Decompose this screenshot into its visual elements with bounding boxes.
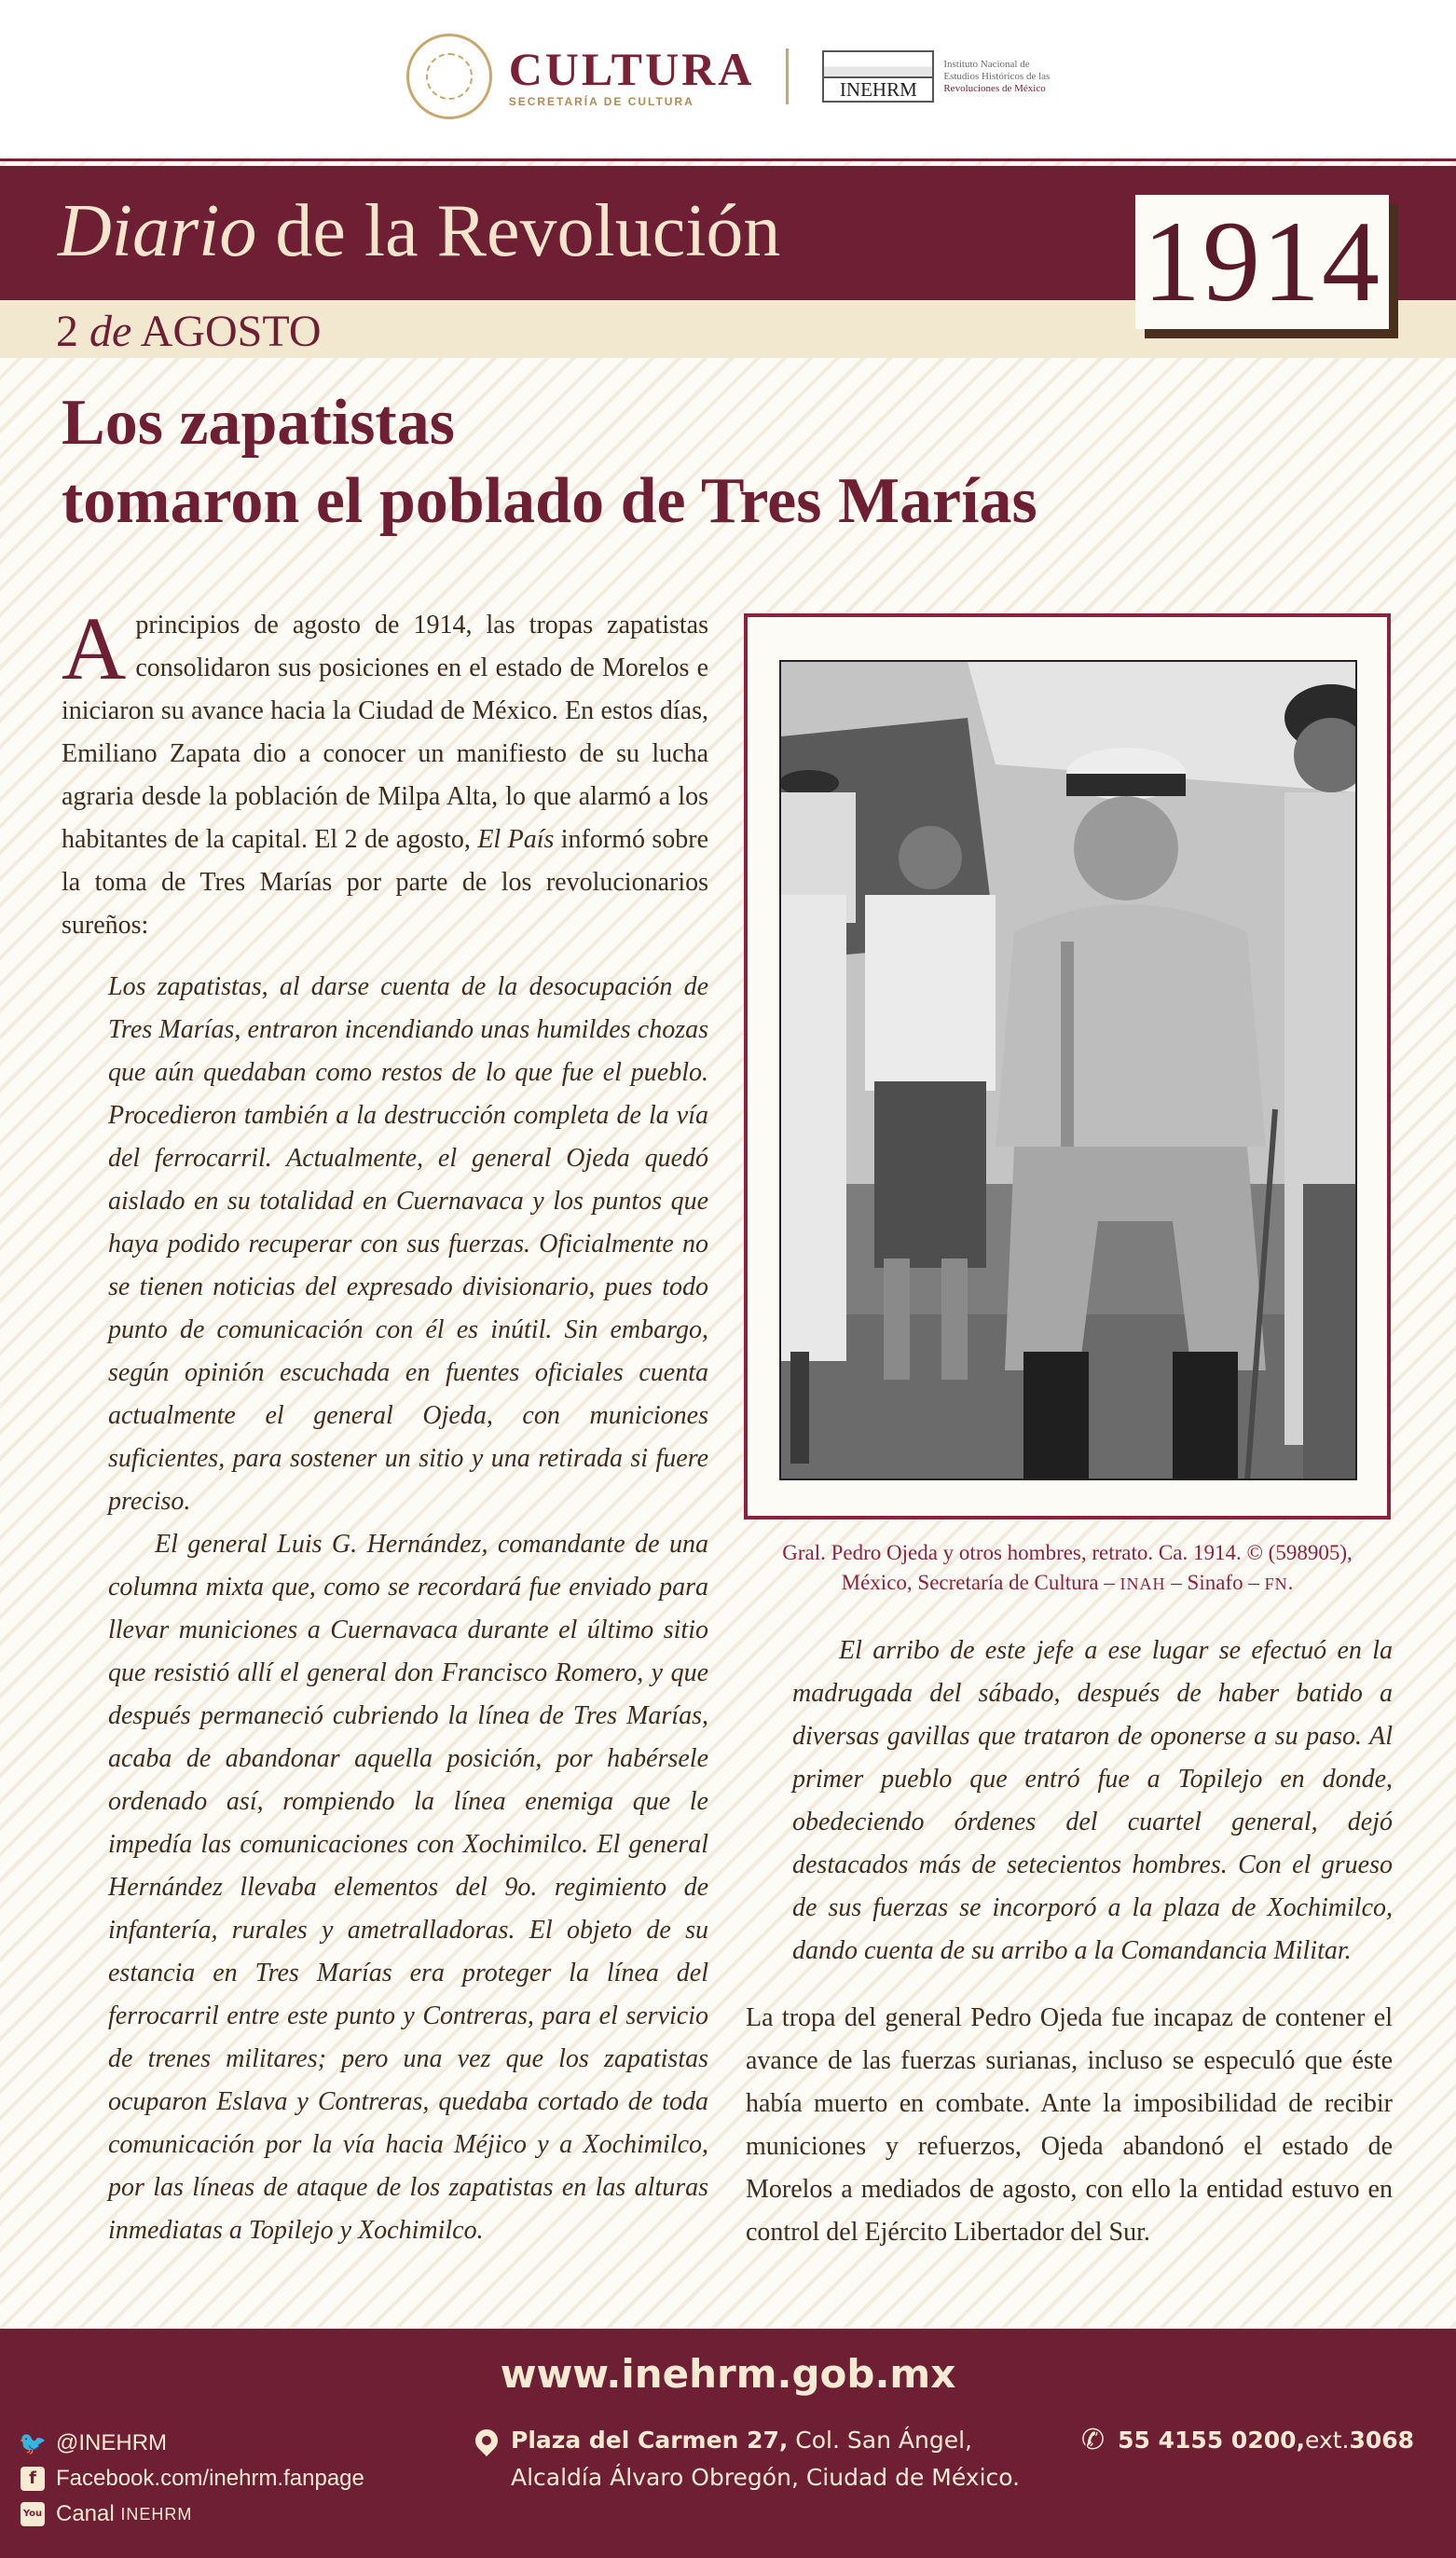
inehrm-line-2: Estudios Históricos de las xyxy=(943,70,1051,82)
intro-text-2: informó sobre la toma de Tres Marías por parte de los revolucionarios sureños: xyxy=(62,825,709,940)
address-street: Plaza del Carmen 27, xyxy=(511,2427,789,2454)
logo-divider xyxy=(786,48,789,104)
date-de: de xyxy=(89,307,132,356)
photo-caption xyxy=(744,1538,1391,1599)
youtube-channel: INEHRM xyxy=(120,2505,193,2524)
header-divider xyxy=(0,158,1456,161)
facebook-url: Facebook.com/inehrm.fanpage xyxy=(56,2466,364,2491)
inehrm-name xyxy=(943,59,1050,95)
headline-line-1: Los zapatistas xyxy=(62,387,455,459)
address-line-1 xyxy=(511,2422,1020,2459)
location-pin-icon xyxy=(471,2425,502,2456)
photo-frame xyxy=(744,613,1391,1520)
footer xyxy=(0,2329,1456,2558)
intro-source: El País xyxy=(477,825,555,854)
title-rest: de la Revolución xyxy=(256,190,781,272)
twitter-handle: @INEHRM xyxy=(56,2430,168,2455)
logo-row xyxy=(0,30,1456,123)
date-month: AGOSTO xyxy=(140,307,322,356)
youtube-prefix: Canal xyxy=(56,2501,115,2526)
website-link[interactable]: www.inehrm.gob.mx xyxy=(500,2351,956,2397)
quote-paragraph-1: Los zapatistas, al darse cuenta de la desocupación de Tres Marías, entraron incendiando unas humildes chozas que aún quedaban como restos de lo que fue el pueblo. Procedieron también a la destrucción completa de la vía del ferrocarril. Actualmente, el general Ojeda quedó aislado en su totalidad en Cuernavaca y los puntos que haya podido recuperar con sus fuerzas. Oficialmente no se tienen noticias del expresado divisionario, pues todo punto de comunicación con él es inútil. Sin embargo, según opinión escuchada en fuentes oficiales cuenta actualmente el general Ojeda, con municiones suficientes, para sostener un sitio y una retirada si fuere preciso. xyxy=(108,972,708,1516)
address-line-2: Alcaldía Álvaro Obregón, Ciudad de México. xyxy=(511,2464,1021,2491)
facebook-icon: f xyxy=(21,2467,45,2491)
inehrm-mark-text: INEHRM xyxy=(824,76,932,101)
date-day: 2 xyxy=(56,307,78,356)
social-links xyxy=(21,2426,364,2532)
year-box xyxy=(1135,195,1389,329)
cultura-subtitle: SECRETARÍA DE CULTURA xyxy=(508,95,694,108)
right-quote-block xyxy=(792,1630,1393,1973)
title-italic: Diario xyxy=(58,190,257,272)
phone-ext: 3068 xyxy=(1349,2427,1415,2454)
caption-inah: INAH xyxy=(1119,1575,1166,1593)
address-colonia: Col. San Ángel, xyxy=(788,2427,972,2454)
quote-block xyxy=(108,966,708,2252)
left-column xyxy=(62,598,709,2252)
inehrm-line-1: Instituto Nacional de xyxy=(943,58,1030,70)
intro-paragraph xyxy=(62,598,709,947)
caption-text: México, Secretaría de Cultura – xyxy=(841,1571,1115,1594)
caption-end: . xyxy=(1287,1571,1294,1594)
closing-block xyxy=(746,1997,1393,2254)
photo-illustration xyxy=(781,662,1357,1480)
historical-photo xyxy=(779,660,1357,1480)
publication-title xyxy=(58,185,780,278)
caption-line-1: Gral. Pedro Ojeda y otros hombres, retrato. Ca. 1914. © (598905), xyxy=(782,1541,1353,1564)
drop-cap: A xyxy=(62,598,127,698)
inehrm-logo xyxy=(822,50,934,103)
headline-line-2: tomaron el poblado de Tres Marías xyxy=(62,465,1037,537)
issue-date xyxy=(56,306,321,358)
headline xyxy=(62,384,1385,541)
quote-paragraph-2: El general Luis G. Hernández, comandante de una columna mixta que, como se recordará fue enviado para llevar municiones a Cuernavaca durante el último sitio que resistió allí el general don Francisco Romero, y que después permaneció cubriendo la línea de Tres Marías, acaba de abandonar aquella posición, por habérsele ordenado así, rompiendo la línea enemiga que le impedía las comunicaciones con Xochimilco. El general Hernández llevaba elementos del 9o. regimiento de infantería, rurales y ametralladoras. El objeto de su estancia en Tres Marías era proteger la línea del ferrocarril entre este punto y Contreras, para el servicio de trenes militares; pero una vez que los zapatistas ocuparon Eslava y Contreras, quedaba cortado de toda comunicación por la vía hacia Méjico y a Xochimilco, por las líneas de ataque de los zapatistas en las alturas inmediatas a Topilejo y Xochimilco. xyxy=(108,1530,708,2245)
cultura-logo xyxy=(509,45,755,108)
phone-ext-label: ext. xyxy=(1305,2427,1350,2454)
header xyxy=(0,0,1456,157)
caption-line-2 xyxy=(744,1568,1391,1599)
quote-paragraph-3: El arribo de este jefe a ese lugar se efectuó en la madrugada del sábado, después de haber batido a diversas gavillas que trataron de oponerse a su paso. Al primer pueblo que entró fue a Topilejo en donde, obedeciendo órdenes del cuartel general, dejó destacados más de setecientos hombres. Con el grueso de sus fuerzas se incorporó a la plaza de Xochimilco, dando cuenta de su arribo a la Comandancia Militar. xyxy=(792,1636,1393,1965)
phone xyxy=(1081,2422,1414,2459)
phone-number: 55 4155 0200, xyxy=(1118,2427,1305,2454)
seal-icon xyxy=(406,34,492,119)
address xyxy=(475,2422,1020,2496)
closing-paragraph: La tropa del general Pedro Ojeda fue incapaz de contener el avance de las fuerzas surianas, incluso se especuló que éste había muerto en combate. Ante la imposibilidad de recibir municiones y refuerzos, Ojeda abandonó el estado de Morelos a mediados de agosto, con ello la entidad estuvo en control del Ejército Libertador del Sur. xyxy=(746,2003,1393,2247)
caption-sinafo: – Sinafo – xyxy=(1171,1571,1259,1594)
twitter-link[interactable] xyxy=(21,2426,364,2461)
caption-fn: FN xyxy=(1264,1575,1288,1593)
intro-text-1: principios de agosto de 1914, las tropas zapatistas consolidaron sus posiciones en el estado de Morelos e iniciaron su avance hacia la Ciudad de México. En estos días, Emiliano Zapata dio a conocer un manifiesto de su lucha agraria desde la población de Milpa Alta, lo que alarmó a los habitantes de la capital. El 2 de agosto, xyxy=(62,611,708,854)
twitter-icon: 🐦 xyxy=(19,2430,47,2456)
youtube-icon: You xyxy=(21,2502,45,2526)
facebook-link[interactable] xyxy=(21,2461,364,2496)
inehrm-line-3: Revoluciones de México xyxy=(943,82,1046,94)
phone-icon: ✆ xyxy=(1081,2424,1106,2456)
year: 1914 xyxy=(1143,198,1381,325)
cultura-word: CULTURA xyxy=(508,43,755,95)
youtube-link[interactable] xyxy=(21,2496,364,2532)
